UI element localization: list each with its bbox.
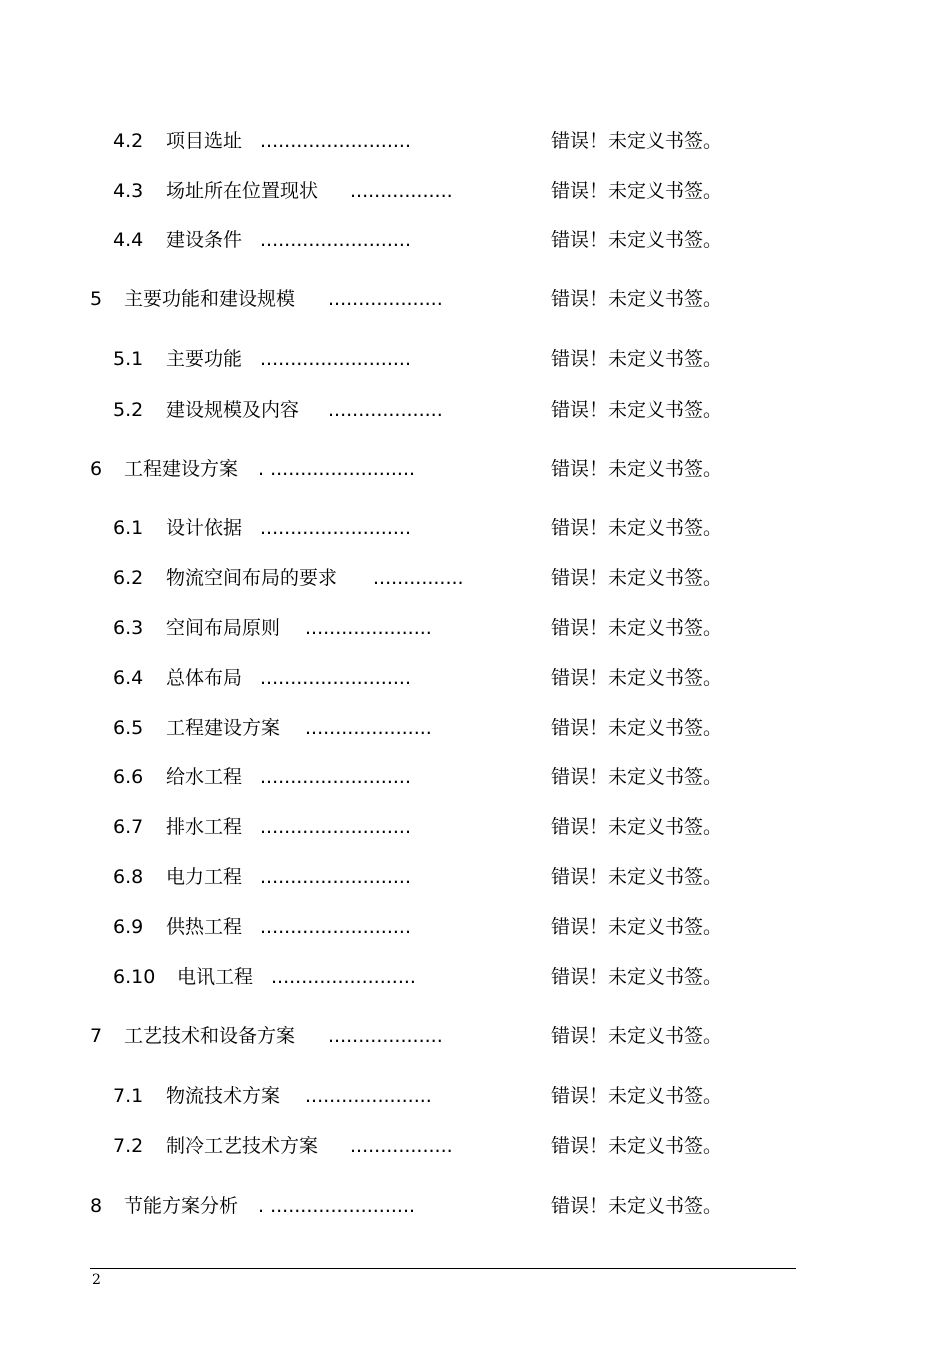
toc-dot-leader: . ........................ — [258, 458, 416, 480]
toc-entry-title: 给水工程 — [166, 766, 243, 788]
toc-entry-page-ref: 错误！未定义书签。 — [551, 348, 723, 370]
toc-entry[interactable] — [0, 762, 950, 792]
toc-entry-page-ref: 错误！未定义书签。 — [551, 180, 723, 202]
toc-entry[interactable] — [0, 1081, 950, 1111]
toc-entry-page-ref: 错误！未定义书签。 — [551, 667, 723, 689]
toc-entry-number: 6.2 — [113, 567, 144, 589]
toc-entry-number: 6.9 — [113, 916, 144, 938]
toc-entry-number: 4.3 — [113, 180, 144, 202]
toc-entry[interactable] — [0, 126, 950, 156]
toc-dot-leader: ......................... — [260, 130, 411, 152]
toc-entry-page-ref: 错误！未定义书签。 — [551, 1085, 723, 1107]
toc-entry[interactable] — [0, 225, 950, 255]
toc-entry[interactable] — [0, 176, 950, 206]
toc-dot-leader: ................... — [328, 288, 443, 310]
toc-dot-leader: ..................... — [305, 1085, 432, 1107]
toc-entry-page-ref: 错误！未定义书签。 — [551, 1195, 723, 1217]
toc-dot-leader: ......................... — [260, 348, 411, 370]
toc-entry-page-ref: 错误！未定义书签。 — [551, 567, 723, 589]
toc-entry[interactable] — [0, 1191, 950, 1221]
toc-entry-number: 6.5 — [113, 717, 144, 739]
toc-entry-title: 制冷工艺技术方案 — [166, 1135, 319, 1157]
toc-entry-number: 8 — [90, 1195, 103, 1217]
toc-dot-leader: ..................... — [305, 717, 432, 739]
toc-entry-number: 6.8 — [113, 866, 144, 888]
toc-entry-title: 设计依据 — [166, 517, 243, 539]
toc-entry-number: 5.2 — [113, 399, 144, 421]
toc-entry-title: 空间布局原则 — [166, 617, 281, 639]
toc-entry-number: 7.2 — [113, 1135, 144, 1157]
toc-dot-leader: ......................... — [260, 816, 411, 838]
toc-entry[interactable] — [0, 344, 950, 374]
toc-entry[interactable] — [0, 513, 950, 543]
toc-dot-leader: ..................... — [305, 617, 432, 639]
toc-entry-number: 4.4 — [113, 229, 144, 251]
toc-entry[interactable] — [0, 1021, 950, 1051]
toc-entry-number: 7 — [90, 1025, 103, 1047]
toc-entry-title: 建设条件 — [166, 229, 243, 251]
footer-divider — [90, 1268, 796, 1269]
toc-entry-page-ref: 错误！未定义书签。 — [551, 866, 723, 888]
toc-dot-leader: ................... — [328, 1025, 443, 1047]
toc-entry[interactable] — [0, 395, 950, 425]
toc-entry-page-ref: 错误！未定义书签。 — [551, 1135, 723, 1157]
toc-entry-title: 物流技术方案 — [166, 1085, 281, 1107]
toc-entry-number: 7.1 — [113, 1085, 144, 1107]
toc-entry[interactable] — [0, 663, 950, 693]
toc-dot-leader: ................. — [350, 180, 453, 202]
toc-entry-page-ref: 错误！未定义书签。 — [551, 717, 723, 739]
toc-entry-title: 物流空间布局的要求 — [166, 567, 338, 589]
toc-entry-page-ref: 错误！未定义书签。 — [551, 916, 723, 938]
toc-entry-title: 电讯工程 — [177, 966, 254, 988]
toc-entry-title: 项目选址 — [166, 130, 243, 152]
toc-entry-page-ref: 错误！未定义书签。 — [551, 517, 723, 539]
toc-dot-leader: ......................... — [260, 766, 411, 788]
toc-dot-leader: ................... — [328, 399, 443, 421]
toc-entry-title: 节能方案分析 — [124, 1195, 239, 1217]
toc-entry-page-ref: 错误！未定义书签。 — [551, 229, 723, 251]
toc-entry-number: 5 — [90, 288, 103, 310]
toc-entry-number: 6.1 — [113, 517, 144, 539]
toc-entry-title: 主要功能和建设规模 — [124, 288, 296, 310]
toc-dot-leader: ................. — [350, 1135, 453, 1157]
toc-dot-leader: ........................ — [271, 966, 416, 988]
toc-entry-page-ref: 错误！未定义书签。 — [551, 399, 723, 421]
toc-entry-title: 电力工程 — [166, 866, 243, 888]
toc-entry-title: 工艺技术和设备方案 — [124, 1025, 296, 1047]
toc-entry-page-ref: 错误！未定义书签。 — [551, 617, 723, 639]
toc-entry-number: 6.3 — [113, 617, 144, 639]
toc-entry-page-ref: 错误！未定义书签。 — [551, 458, 723, 480]
toc-entry[interactable] — [0, 912, 950, 942]
toc-entry[interactable] — [0, 613, 950, 643]
toc-entry-number: 6.10 — [113, 966, 156, 988]
toc-dot-leader: ......................... — [260, 866, 411, 888]
toc-dot-leader: ......................... — [260, 916, 411, 938]
toc-entry-title: 主要功能 — [166, 348, 243, 370]
toc-dot-leader: . ........................ — [258, 1195, 416, 1217]
toc-entry-number: 6 — [90, 458, 103, 480]
toc-entry[interactable] — [0, 563, 950, 593]
toc-entry[interactable] — [0, 713, 950, 743]
toc-entry-number: 6.6 — [113, 766, 144, 788]
toc-entry-page-ref: 错误！未定义书签。 — [551, 966, 723, 988]
toc-entry-title: 工程建设方案 — [124, 458, 239, 480]
toc-entry-title: 场址所在位置现状 — [166, 180, 319, 202]
toc-entry-title: 建设规模及内容 — [166, 399, 300, 421]
toc-entry-page-ref: 错误！未定义书签。 — [551, 816, 723, 838]
toc-entry-number: 4.2 — [113, 130, 144, 152]
toc-entry-title: 工程建设方案 — [166, 717, 281, 739]
toc-entry[interactable] — [0, 454, 950, 484]
toc-entry[interactable] — [0, 1131, 950, 1161]
toc-dot-leader: ......................... — [260, 517, 411, 539]
toc-entry[interactable] — [0, 284, 950, 314]
toc-entry-page-ref: 错误！未定义书签。 — [551, 130, 723, 152]
toc-dot-leader: ............... — [373, 567, 464, 589]
toc-entry-title: 总体布局 — [166, 667, 243, 689]
toc-entry-page-ref: 错误！未定义书签。 — [551, 766, 723, 788]
toc-entry[interactable] — [0, 812, 950, 842]
toc-entry-number: 6.7 — [113, 816, 144, 838]
toc-entry[interactable] — [0, 862, 950, 892]
toc-entry[interactable] — [0, 962, 950, 992]
toc-dot-leader: ......................... — [260, 667, 411, 689]
toc-entry-title: 排水工程 — [166, 816, 243, 838]
toc-entry-number: 6.4 — [113, 667, 144, 689]
toc-entry-page-ref: 错误！未定义书签。 — [551, 1025, 723, 1047]
toc-entry-number: 5.1 — [113, 348, 144, 370]
toc-entry-title: 供热工程 — [166, 916, 243, 938]
page-number: 2 — [92, 1272, 101, 1288]
toc-dot-leader: ......................... — [260, 229, 411, 251]
toc-entry-page-ref: 错误！未定义书签。 — [551, 288, 723, 310]
